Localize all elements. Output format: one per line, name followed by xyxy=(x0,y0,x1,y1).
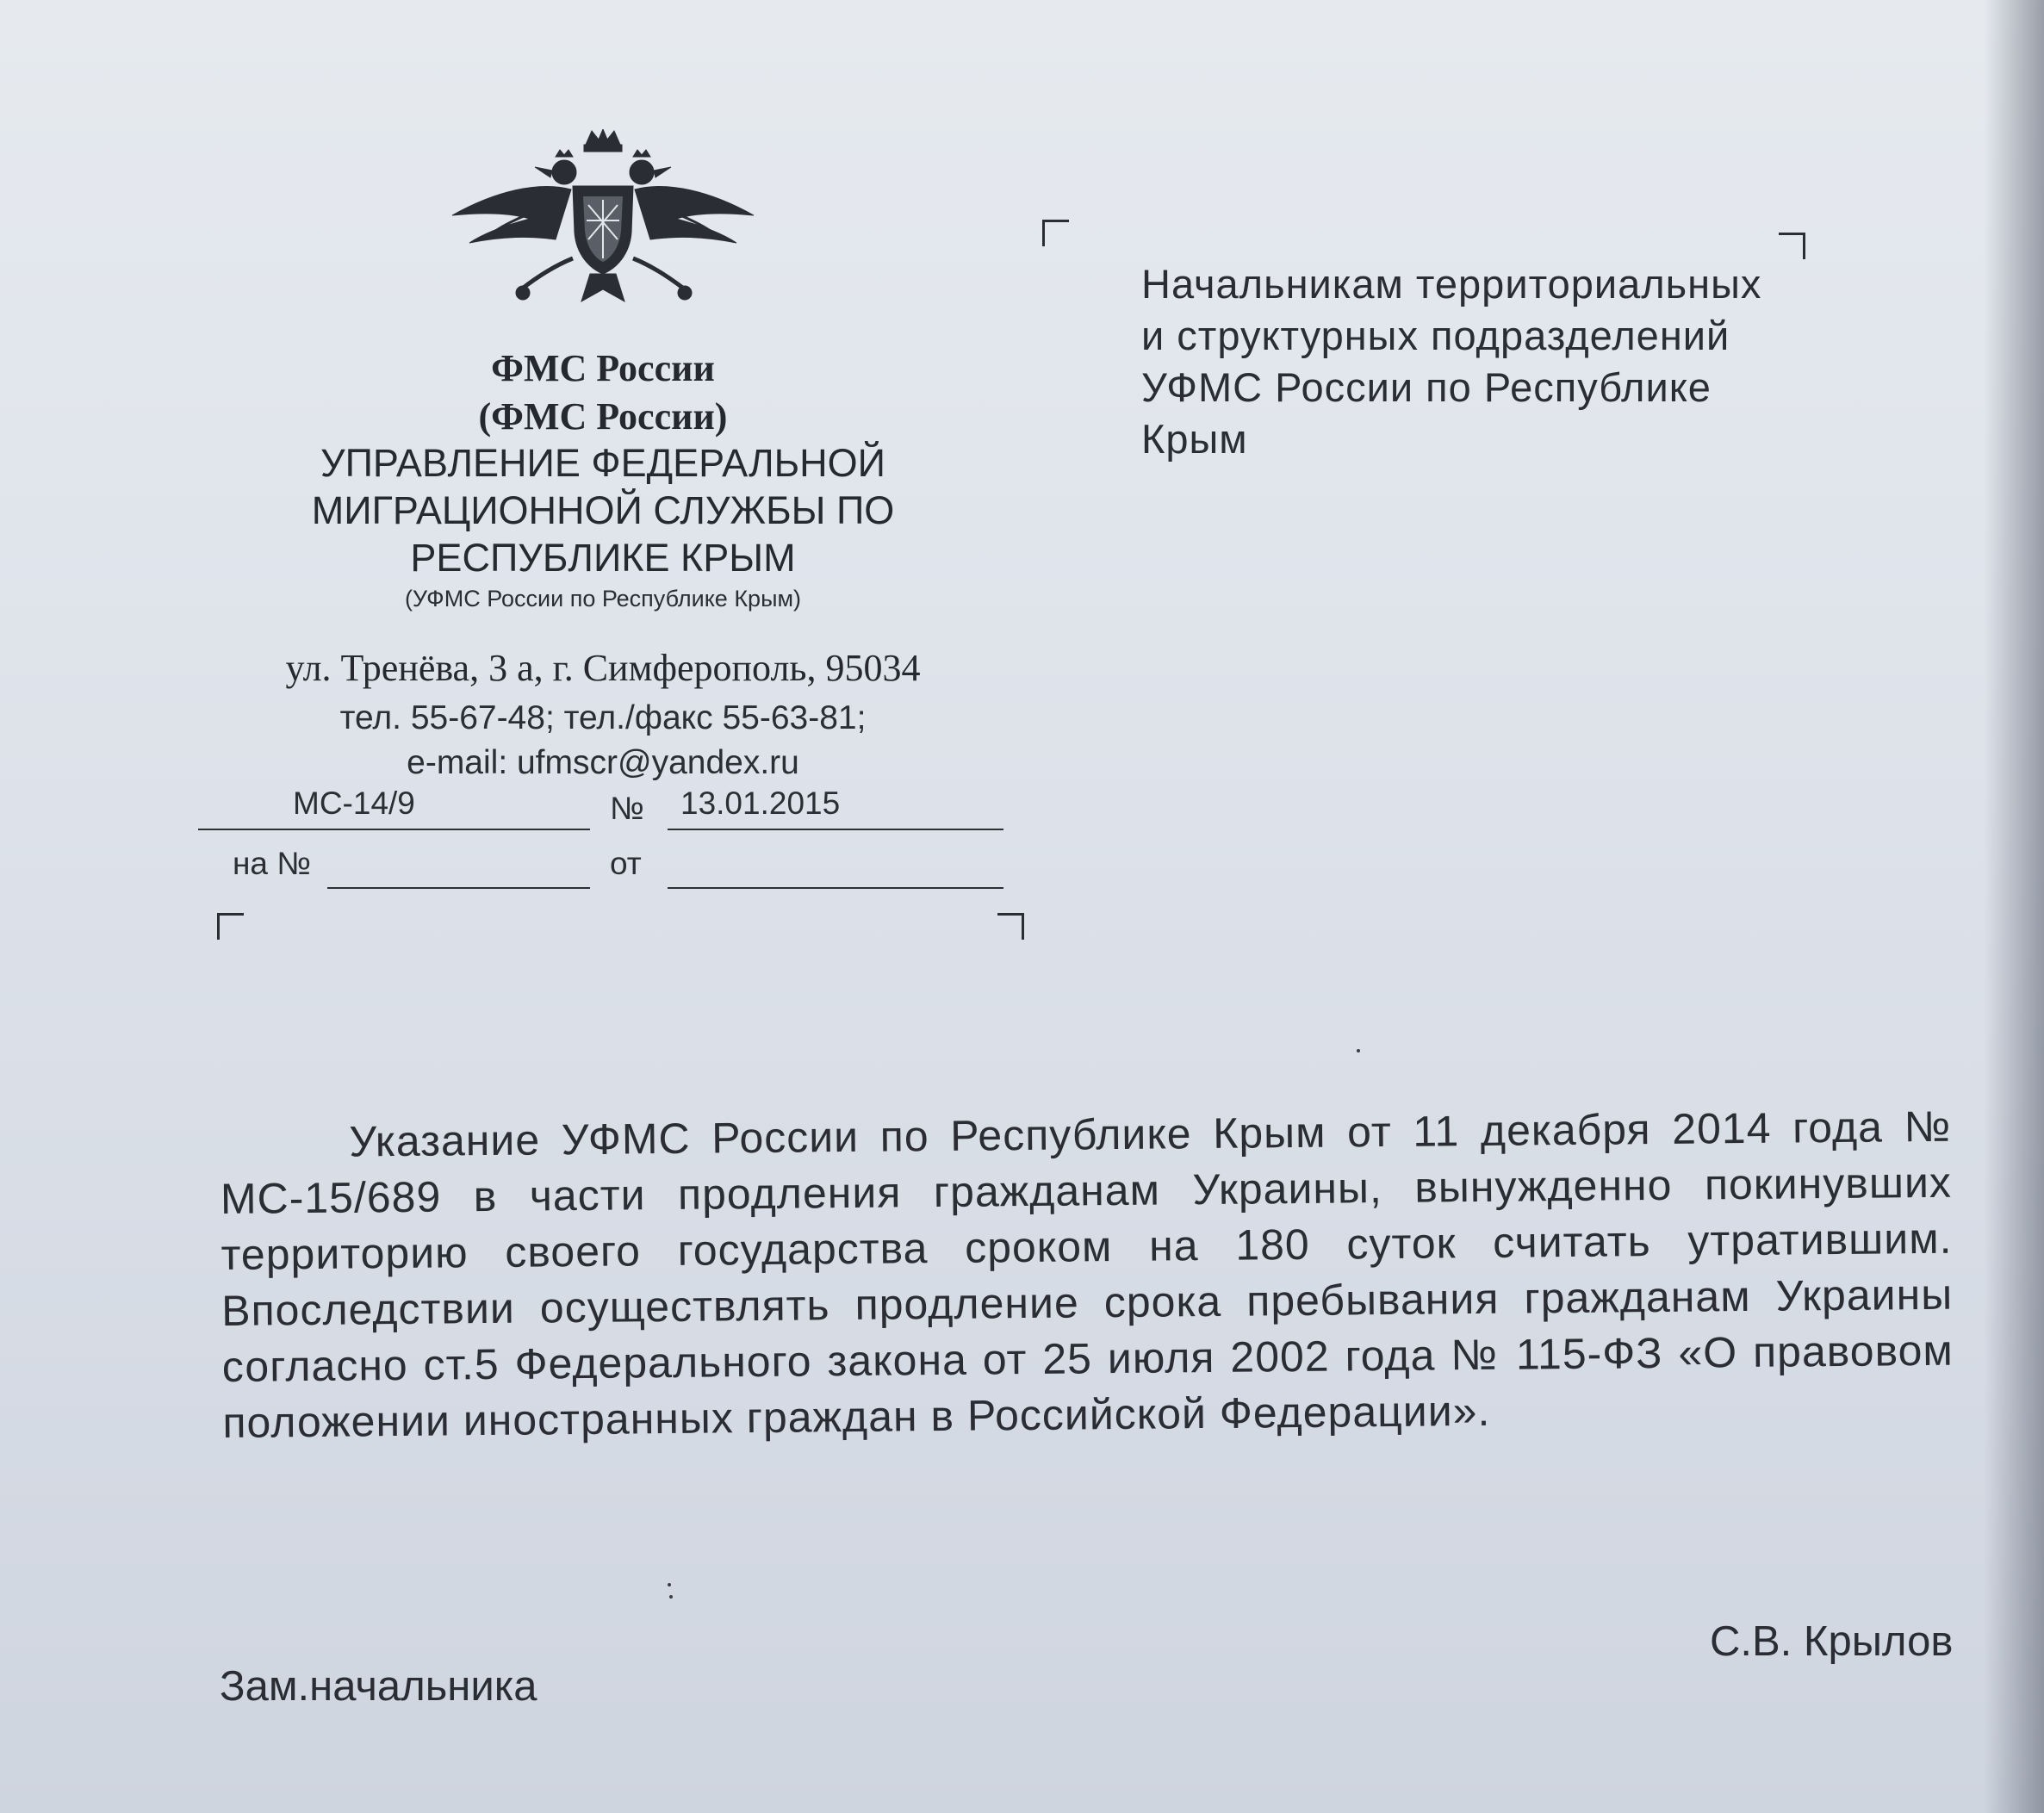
reply-to-underline xyxy=(327,887,590,889)
corner-mark xyxy=(1042,220,1069,246)
department-abbreviation: (УФМС России по Республике Крым) xyxy=(404,586,802,612)
from-date-underline xyxy=(668,887,1003,889)
double-headed-eagle-emblem-icon xyxy=(435,129,771,310)
agency-short-name-paren: (ФМС России) xyxy=(478,395,728,438)
email-address: e-mail: ufmscr@yandex.ru xyxy=(407,744,799,781)
signer-name: С.В. Крылов xyxy=(1710,1618,1954,1665)
number-label: № xyxy=(610,791,644,826)
paper-speck xyxy=(668,1583,671,1586)
paper-speck xyxy=(1357,1049,1360,1052)
paper-speck xyxy=(669,1595,673,1599)
registration-date-underline xyxy=(668,829,1003,830)
corner-mark xyxy=(997,913,1024,940)
signer-title: Зам.начальника xyxy=(220,1663,537,1710)
registration-date: 13.01.2015 xyxy=(680,785,841,821)
agency-short-name: ФМС России xyxy=(491,347,715,389)
department-name-line-1: УПРАВЛЕНИЕ ФЕДЕРАЛЬНОЙ xyxy=(320,441,885,485)
outgoing-number: МС-14/9 xyxy=(293,785,415,821)
addressee-line: УФМС России по Республике xyxy=(1141,364,1712,410)
postal-address: ул. Тренёва, 3 а, г. Симферополь, 95034 xyxy=(285,647,921,689)
reply-to-label: на № xyxy=(233,846,311,881)
outgoing-number-underline xyxy=(198,829,590,830)
addressee-line: и структурных подразделений xyxy=(1141,313,1730,358)
from-label: от xyxy=(610,846,642,881)
addressee-line: Крым xyxy=(1141,416,1248,462)
corner-mark xyxy=(217,913,244,940)
letter-body-paragraph: Указание УФМС России по Республике Крым от 11 декабря 2014 года № МС-15/689 в части продления гражданам Украины, вынужденно покинувших территорию своего государства сроком на 180 суток считать утратившим. Впоследствии осуществлять продление срока пребывания гражданам Украины согласно ст.5 Федерального закона от 25 июля 2002 года № 115-ФЗ «О правовом положении иностранных граждан в Российской Федерации». xyxy=(220,1102,1954,1447)
department-name-line-3: РЕСПУБЛИКЕ КРЫМ xyxy=(410,536,796,580)
phone-numbers: тел. 55-67-48; тел./факс 55-63-81; xyxy=(339,699,867,736)
corner-mark xyxy=(1779,233,1805,259)
department-name-line-2: МИГРАЦИОННОЙ СЛУЖБЫ ПО xyxy=(311,488,895,532)
addressee-block xyxy=(1141,258,1848,465)
addressee-line: Начальникам территориальных xyxy=(1141,261,1762,307)
